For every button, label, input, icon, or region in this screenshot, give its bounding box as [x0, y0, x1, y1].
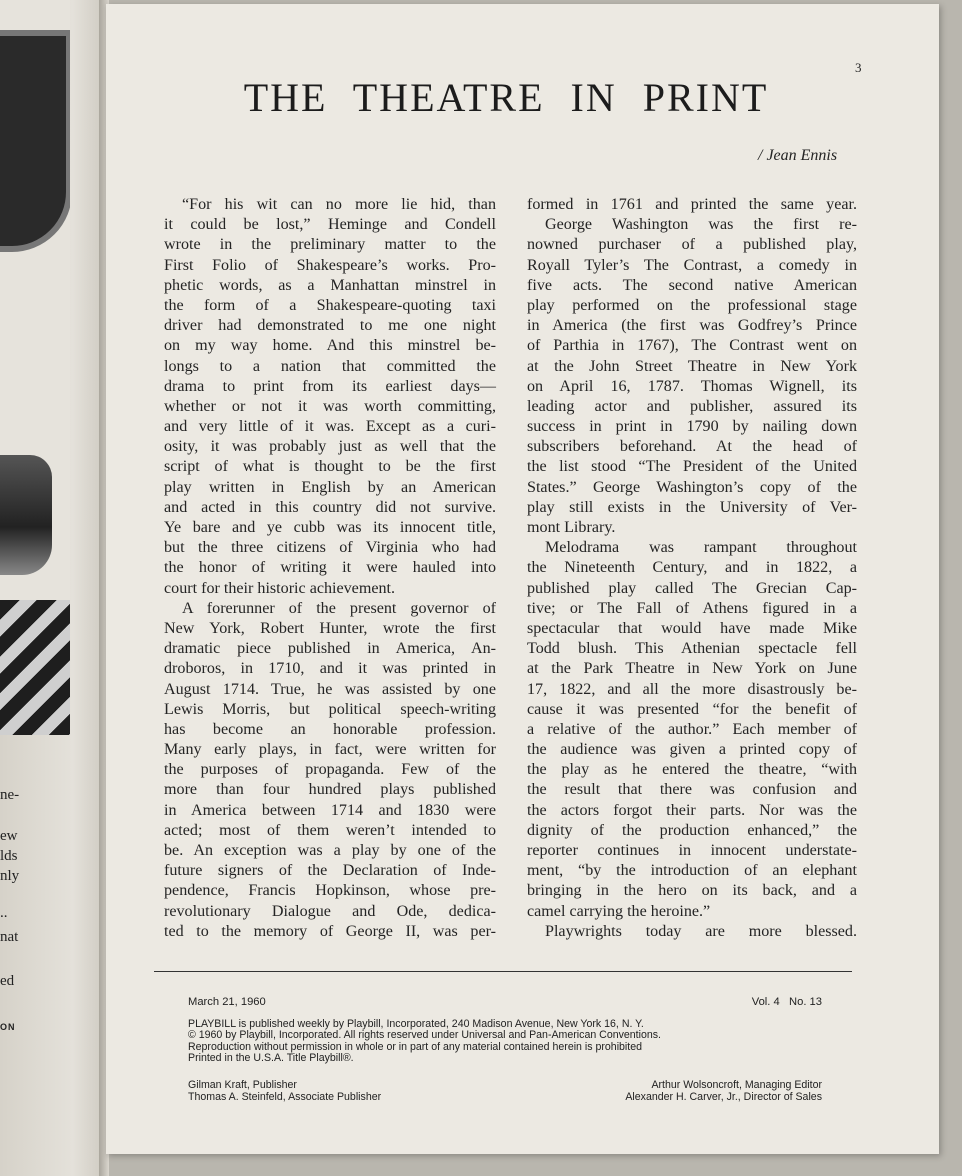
article-line: but the three citizens of Virginia who had — [164, 539, 496, 557]
article-line: nowned purchaser of a published play, — [527, 236, 857, 254]
article-line: and acted in this country did not survive. — [164, 498, 496, 516]
article-line: subscribers beforehand. At the head of — [527, 438, 857, 456]
article-line: revolutionary Dialogue and Ode, dedica- — [164, 902, 496, 920]
article-line: mont Library. — [527, 519, 616, 536]
article-line: tive; or The Fall of Athens figured in a — [527, 599, 857, 617]
article-line: in America between 1714 and 1830 were — [164, 801, 496, 819]
article-line: whether or not it was worth committing, — [164, 397, 496, 415]
article-line: future signers of the Declaration of Inde- — [164, 862, 496, 880]
article-line: of Parthia in 1767), The Contrast went on — [527, 337, 857, 355]
article-line: success in print in 1790 by nailing down — [527, 418, 857, 436]
article-line: published play called The Grecian Cap- — [527, 579, 857, 597]
article-column-2 — [527, 195, 857, 942]
article-column-1 — [164, 195, 496, 942]
article-line: New York, Robert Hunter, wrote the first — [164, 619, 496, 637]
masthead-line: Printed in the U.S.A. Title Playbill®. — [188, 1052, 354, 1065]
article-line: osity, it was probably just as well that the — [164, 438, 496, 456]
article-line: droboros, in 1710, and it was printed in — [164, 660, 496, 678]
article-line: dramatic piece published in America, An- — [164, 640, 496, 658]
article-line: Ye bare and ye cubb was its innocent title, — [164, 519, 496, 536]
article-byline: / Jean Ennis — [758, 147, 838, 164]
article-line: a relative of the author.” Each member of — [527, 720, 857, 738]
left-page-text-fragment: lds — [0, 848, 18, 864]
left-page-text-fragment: nly — [0, 868, 20, 884]
left-page-photo — [0, 0, 70, 735]
article-line: driver had demonstrated to me one night — [164, 317, 496, 335]
article-line: ment, “by the introduction of an elephant — [527, 862, 857, 880]
article-line: camel carrying the heroine.” — [527, 902, 711, 920]
left-page-text-fragment: ed — [0, 973, 15, 989]
article-line: script of what is thought to be the first — [164, 458, 496, 476]
article-line: play performed on the professional stage — [527, 296, 857, 314]
article-line: Playwrights today are more blessed. — [545, 922, 857, 940]
left-facing-page — [0, 0, 104, 1176]
left-page-text-fragment: nat — [0, 929, 19, 945]
article-line: the form of a Shakespeare-quoting taxi — [164, 296, 496, 314]
article-line: longs to a nation that committed the — [164, 357, 496, 375]
article-line: dignity of the production enhanced,” the — [527, 821, 857, 839]
left-page-text-fragment: ON — [0, 1022, 16, 1032]
article-line: acted; most of them weren’t intended to — [164, 821, 496, 839]
article-line: the honor of writing it were hauled into — [164, 559, 496, 577]
article-line: on April 16, 1787. Thomas Wignell, its — [527, 377, 857, 395]
masthead — [188, 997, 822, 1103]
article-line: Todd blush. This Athenian spectacle fell — [527, 640, 857, 658]
managing-editor-credit: Arthur Wolsoncroft, Managing Editor — [651, 1078, 822, 1091]
article-line: “For his wit can no more lie hid, than — [182, 196, 496, 213]
article-line: Many early plays, in fact, were written for — [164, 741, 496, 759]
article-line: wrote in the preliminary matter to the — [164, 236, 496, 254]
article-line: and very little of it was. Except as a curi- — [164, 418, 496, 436]
article-line: the Nineteenth Century, and in 1822, a — [527, 559, 857, 577]
article-line: Royall Tyler’s The Contrast, a comedy in — [527, 256, 857, 274]
article-line: more than four hundred plays published — [164, 781, 496, 799]
article-line: A forerunner of the present governor of — [182, 599, 496, 617]
issue-volume: Vol. 4 No. 13 — [751, 996, 822, 1008]
masthead-line: Reproduction without permission in whole or in part of any material contained herein is prohibited — [188, 1040, 643, 1053]
photo-dark-shape — [0, 30, 70, 252]
article-line: five acts. The second native American — [527, 276, 857, 294]
article-line: pendence, Francis Hopkinson, whose pre- — [164, 882, 496, 900]
article-line: the list stood “The President of the United — [527, 458, 857, 476]
article-line: at the John Street Theatre in New York — [527, 357, 857, 375]
associate-publisher-credit: Thomas A. Steinfeld, Associate Publisher — [188, 1090, 382, 1103]
left-page-text-fragment: ne- — [0, 787, 20, 803]
article-line: court for their historic achievement. — [164, 579, 396, 597]
masthead-line: © 1960 by Playbill, Incorporated. All rights reserved under Universal and Pan-American Conventions. — [188, 1029, 661, 1042]
article-line: the purposes of propaganda. Few of the — [164, 761, 496, 779]
magazine-page — [106, 4, 939, 1154]
article-line: Melodrama was rampant throughout — [545, 539, 857, 557]
left-page-text-fragment: .. — [0, 905, 8, 921]
article-line: be. An exception was a play by one of the — [164, 842, 496, 859]
article-line: play written in English by an American — [164, 478, 496, 496]
footer-divider — [154, 971, 852, 972]
publisher-credit: Gilman Kraft, Publisher — [188, 1078, 297, 1091]
article-line: Lewis Morris, but political speech-writing — [164, 700, 496, 718]
article-line: the audience was given a printed copy of — [527, 741, 857, 759]
article-line: cause it was presented “for the benefit of — [527, 700, 857, 718]
sales-director-credit: Alexander H. Carver, Jr., Director of Sales — [625, 1090, 822, 1103]
article-line: formed in 1761 and printed the same year. — [527, 196, 857, 213]
article-line: phetic words, as a Manhattan minstrel in — [164, 276, 496, 294]
article-line: has become an honorable profession. — [164, 720, 496, 738]
masthead-line: PLAYBILL is published weekly by Playbill, Incorporated, 240 Madison Avenue, New York 16, N. Y. — [188, 1017, 644, 1030]
article-line: it could be lost,” Heminge and Condell — [164, 216, 496, 234]
article-line: the result that there was confusion and — [527, 781, 857, 799]
article-line: play still exists in the University of Ver- — [527, 498, 857, 516]
article-line: First Folio of Shakespeare’s works. Pro- — [164, 256, 496, 274]
issue-date: March 21, 1960 — [188, 996, 266, 1008]
left-page-text-fragment: ew — [0, 828, 18, 844]
article-line: drama to print from its earliest days— — [164, 377, 496, 395]
article-line: in America (the first was Godfrey’s Prince — [527, 317, 857, 335]
article-line: reporter continues in innocent understate- — [527, 842, 857, 859]
article-line: bringing in the hero on its back, and a — [527, 882, 857, 900]
article-line: the actors forgot their parts. Nor was the — [527, 801, 857, 819]
article-line: leading actor and publisher, assured its — [527, 397, 857, 415]
article-line: the play as he entered the theatre, “with — [527, 761, 857, 779]
page-number: 3 — [855, 60, 862, 75]
photo-car-shape — [0, 455, 52, 575]
article-line: on my way home. And this minstrel be- — [164, 337, 496, 355]
article-line: ted to the memory of George II, was per- — [164, 922, 496, 940]
article-title: THE THEATRE IN PRINT — [243, 75, 769, 120]
photo-striped-area — [0, 600, 70, 735]
article-line: at the Park Theatre in New York on June — [527, 660, 857, 678]
article-line: August 1714. True, he was assisted by one — [164, 680, 496, 698]
article-line: George Washington was the first re- — [545, 216, 857, 234]
article-line: 17, 1822, and all the more disastrously be- — [527, 680, 857, 698]
article-line: spectacular that would have made Mike — [527, 619, 857, 637]
article-line: States.” George Washington’s copy of the — [527, 478, 857, 496]
